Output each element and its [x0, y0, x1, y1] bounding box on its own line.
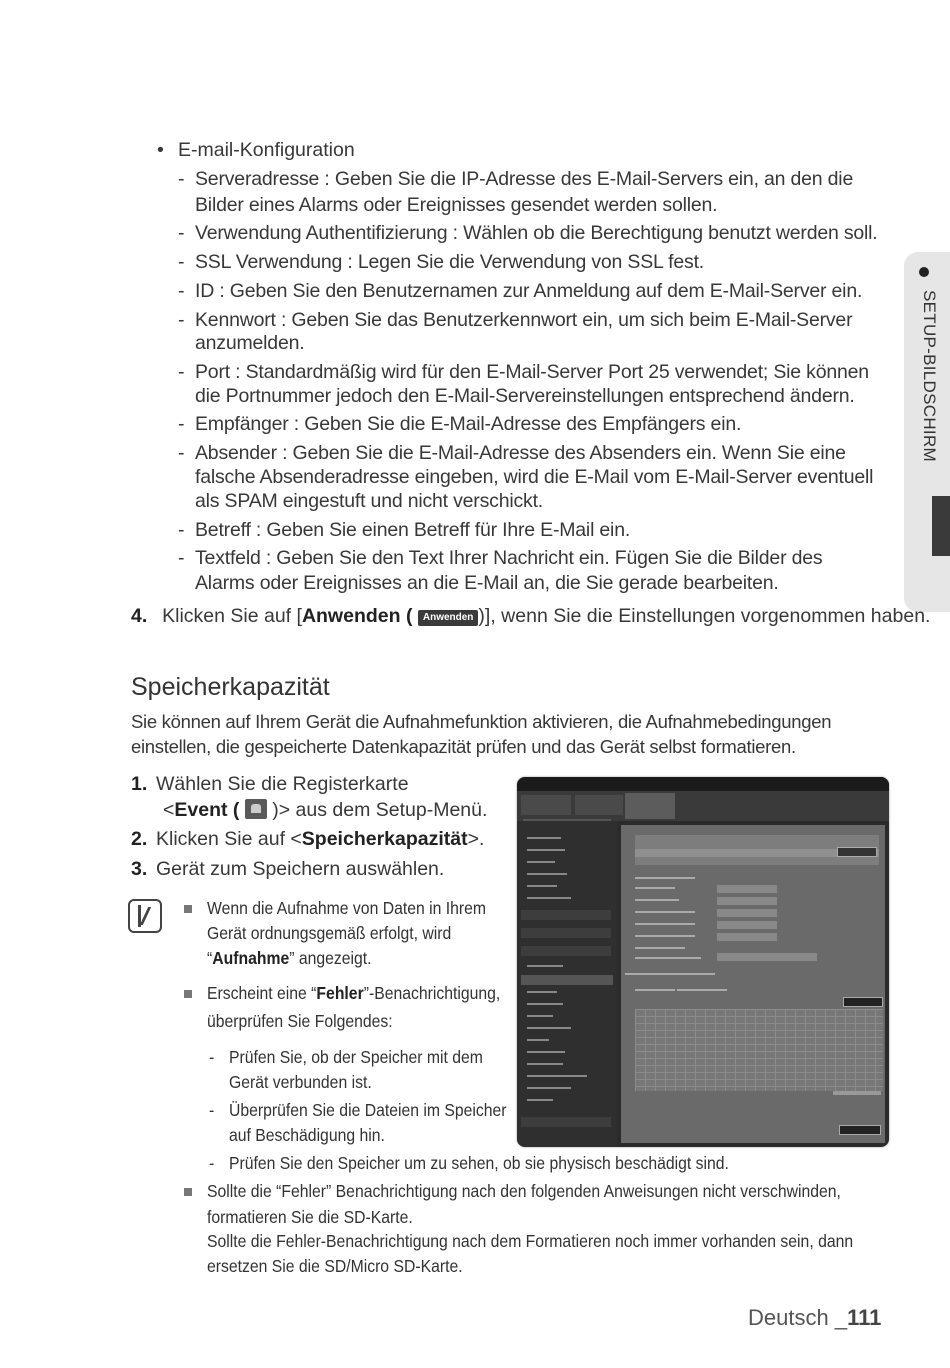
sub-dash-2: -: [209, 1100, 215, 1120]
setup-screenshot-image: [517, 777, 889, 1147]
step2-number: 2.: [131, 828, 148, 850]
note3-line1: Sollte die “Fehler” Benachrichtigung nach den folgenden Anweisungen nicht verschwinden,: [207, 1181, 841, 1201]
note-bullet-2: [184, 990, 192, 998]
email-item-line: Empfänger : Geben Sie die E-Mail-Adresse des Empfängers ein.: [195, 413, 742, 435]
section-intro-2: einstellen, die gespeicherte Datenkapazität prüfen und das Gerät selbst formatieren.: [131, 736, 796, 757]
email-item-dash: -: [178, 168, 185, 190]
email-config-heading: E-mail-Konfiguration: [178, 139, 355, 161]
note2-line2: überprüfen Sie Folgendes:: [207, 1011, 393, 1031]
email-item-line: Kennwort : Geben Sie das Benutzerkennwort ein, um sich beim E-Mail-Server: [195, 309, 853, 331]
email-item-line: anzumelden.: [195, 332, 305, 354]
sub-dash-1: -: [209, 1047, 215, 1067]
footer-language: Deutsch _: [748, 1305, 848, 1330]
side-tab-bullet: [919, 267, 929, 277]
note3-line3: Sollte die Fehler-Benachrichtigung nach dem Formatieren noch immer vorhanden sein, dann: [207, 1231, 854, 1251]
email-item-line: ID : Geben Sie den Benutzernamen zur Anmeldung auf dem E-Mail-Server ein.: [195, 280, 863, 302]
email-item-line: SSL Verwendung : Legen Sie die Verwendung von SSL fest.: [195, 251, 705, 273]
email-item-line: als SPAM eingestuft und nicht verschickt.: [195, 490, 544, 512]
note1-line2: Gerät ordnungsgemäß erfolgt, wird: [207, 923, 452, 943]
email-item-line: Verwendung Authentifizierung : Wählen ob die Berechtigung benutzt werden soll.: [195, 222, 878, 244]
section-title: Speicherkapazität: [131, 673, 330, 701]
email-item-dash: -: [178, 519, 185, 541]
event-icon: [245, 799, 267, 819]
email-item-dash: -: [178, 280, 185, 302]
note2-line1: Erscheint eine “Fehler”-Benachrichtigung,: [207, 983, 501, 1003]
email-item-dash: -: [178, 442, 185, 464]
step3-text: Gerät zum Speichern auswählen.: [156, 858, 445, 880]
apply-button-image: Anwenden: [418, 610, 479, 626]
step1-line1: Wählen Sie die Registerkarte: [156, 773, 409, 795]
email-item-dash: -: [178, 222, 185, 244]
section-intro-1: Sie können auf Ihrem Gerät die Aufnahmefunktion aktivieren, die Aufnahmebedingungen: [131, 711, 832, 732]
email-item-dash: -: [178, 251, 185, 273]
email-item-line: Alarms oder Ereignisses an die E-Mail an, die Sie gerade bearbeiten.: [195, 572, 779, 594]
step4-bold: Anwenden (: [301, 605, 413, 627]
note3-line2: formatieren Sie die SD-Karte.: [207, 1207, 413, 1227]
note1-line1: Wenn die Aufnahme von Daten in Ihrem: [207, 898, 487, 918]
step2-text: Klicken Sie auf <Speicherkapazität>.: [156, 828, 485, 850]
email-item-line: Port : Standardmäßig wird für den E-Mail-Server Port 25 verwendet; Sie können: [195, 361, 869, 383]
email-item-dash: -: [178, 413, 185, 435]
email-item-line: Betreff : Geben Sie einen Betreff für Ihre E-Mail ein.: [195, 519, 631, 541]
side-tab-dark-bar: [932, 496, 950, 556]
step4-pre: Klicken Sie auf [: [162, 605, 302, 627]
note1-line3: “Aufnahme” angezeigt.: [207, 948, 372, 968]
step4-number: 4.: [131, 605, 148, 627]
sub1-line2: Gerät verbunden ist.: [229, 1072, 372, 1092]
bullet-dot: •: [157, 139, 164, 161]
note-icon: [128, 899, 162, 933]
email-item-line: Textfeld : Geben Sie den Text Ihrer Nachricht ein. Fügen Sie die Bilder des: [195, 547, 823, 569]
step1-number: 1.: [131, 773, 148, 795]
sub2-line1: Überprüfen Sie die Dateien im Speicher: [229, 1100, 507, 1120]
email-item-line: falsche Absenderadresse eingeben, wird die E-Mail vom E-Mail-Server eventuell: [195, 466, 874, 488]
sub3-line1: Prüfen Sie den Speicher um zu sehen, ob sie physisch beschädigt sind.: [229, 1153, 729, 1173]
sub-dash-3: -: [209, 1153, 215, 1173]
note-bullet-3: [184, 1188, 192, 1196]
email-item-dash: -: [178, 361, 185, 383]
email-item-line: Absender : Geben Sie die E-Mail-Adresse des Absenders ein. Wenn Sie eine: [195, 442, 846, 464]
page-number: 111: [847, 1305, 882, 1330]
step4: [131, 603, 930, 629]
footer: [748, 1305, 881, 1331]
email-item-line: Bilder eines Alarms oder Ereignisses gesendet werden sollen.: [195, 194, 718, 216]
note3-line4: ersetzen Sie die SD/Micro SD-Karte.: [207, 1256, 463, 1276]
note-bullet-1: [184, 905, 192, 913]
email-item-line: die Portnummer jedoch den E-Mail-Servereinstellungen entsprechend ändern.: [195, 385, 855, 407]
email-item-dash: -: [178, 309, 185, 331]
step4-post: )], wenn Sie die Einstellungen vorgenommen haben.: [478, 605, 931, 627]
step1-line2: <Event ( )> aus dem Setup-Menü.: [163, 799, 488, 821]
step3-number: 3.: [131, 858, 148, 880]
sub2-line2: auf Beschädigung hin.: [229, 1125, 385, 1145]
email-item-line: Serveradresse : Geben Sie die IP-Adresse des E-Mail-Servers ein, an den die: [195, 168, 854, 190]
sub1-line1: Prüfen Sie, ob der Speicher mit dem: [229, 1047, 483, 1067]
email-item-dash: -: [178, 547, 185, 569]
